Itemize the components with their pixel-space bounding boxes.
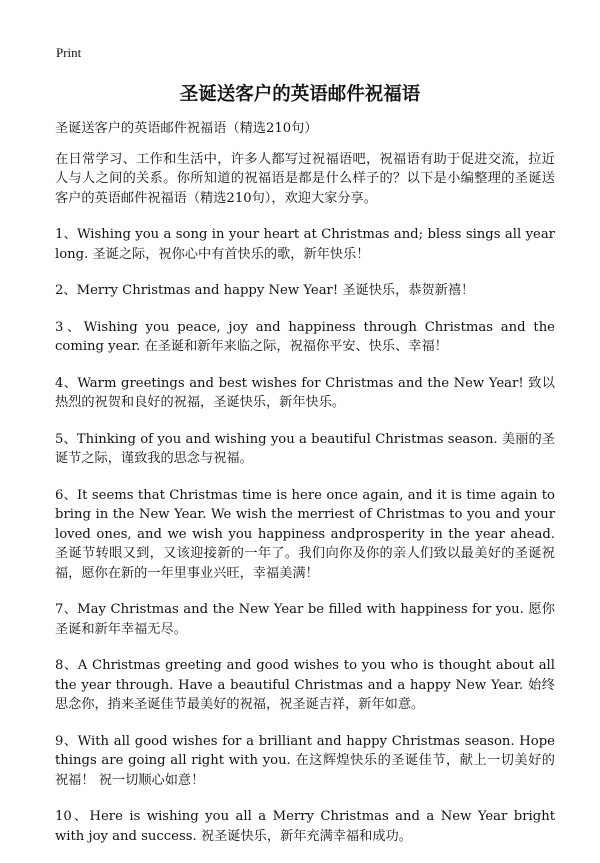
greeting-item: 5、Thinking of you and wishing you a beautiful Christmas season. 美丽的圣诞节之际，谨致我的思念与祝福。 xyxy=(55,431,555,466)
greeting-item: 6、It seems that Christmas time is here once again, and it is time again to bring in the New Year. We wish the merriest of Christmas to you and your loved ones, and we wish you happiness andprosperity in the year ahead. 圣诞节转眼又到，又该迎接新的一年了。我们向你及你的亲人们致以最美好的圣诞祝福，愿你在新的一年里事业兴旺，幸福美满！ xyxy=(55,487,555,581)
greeting-item: 7、May Christmas and the New Year be filled with happiness for you. 愿你圣诞和新年幸福无尽。 xyxy=(55,602,555,637)
greeting-item: 8、A Christmas greeting and good wishes to you who is thought about all the year through. Have a beautiful Christmas and a happy New Year. 始终思念你，捎来圣诞佳节最美好的祝福，祝圣诞吉祥，新年如意。 xyxy=(55,658,555,712)
page-title: 圣诞送客户的英语邮件祝福语 xyxy=(179,84,421,105)
article-body xyxy=(55,119,555,863)
greeting-item: 2、Merry Christmas and happy New Year! 圣诞快乐，恭贺新禧！ xyxy=(55,283,475,298)
subtitle: 圣诞送客户的英语邮件祝福语（精选210句） xyxy=(55,121,318,136)
print-link[interactable]: Print xyxy=(56,45,82,60)
greeting-item: 1、Wishing you a song in your heart at Christmas and; bless sings all year long. 圣诞之际，祝你心中有首快乐的歌，新年快乐！ xyxy=(55,227,555,262)
greeting-item: 9、With all good wishes for a brilliant and happy Christmas season. Hope things are going all right with you. 在这辉煌快乐的圣诞佳节，献上一切美好的祝福！ 祝一切顺心如意！ xyxy=(55,733,555,788)
greeting-item: 4、Warm greetings and best wishes for Christmas and the New Year! 致以热烈的祝贺和良好的祝福，圣诞快乐，新年快乐。 xyxy=(55,375,555,410)
greeting-item: 10、Here is wishing you all a Merry Christmas and a New Year bright with joy and success. 祝圣诞快乐，新年充满幸福和成功。 xyxy=(55,809,555,844)
greeting-item: 3、Wishing you peace, joy and happiness through Christmas and the coming year. 在圣诞和新年来临之际，祝福你平安、快乐、幸福！ xyxy=(55,319,555,354)
intro-paragraph: 在日常学习、工作和生活中，许多人都写过祝福语吧，祝福语有助于促进交流，拉近人与人之间的关系。你所知道的祝福语是都是什么样子的？以下是小编整理的圣诞送客户的英语邮件祝福语（精选210句），欢迎大家分享。 xyxy=(55,151,555,206)
